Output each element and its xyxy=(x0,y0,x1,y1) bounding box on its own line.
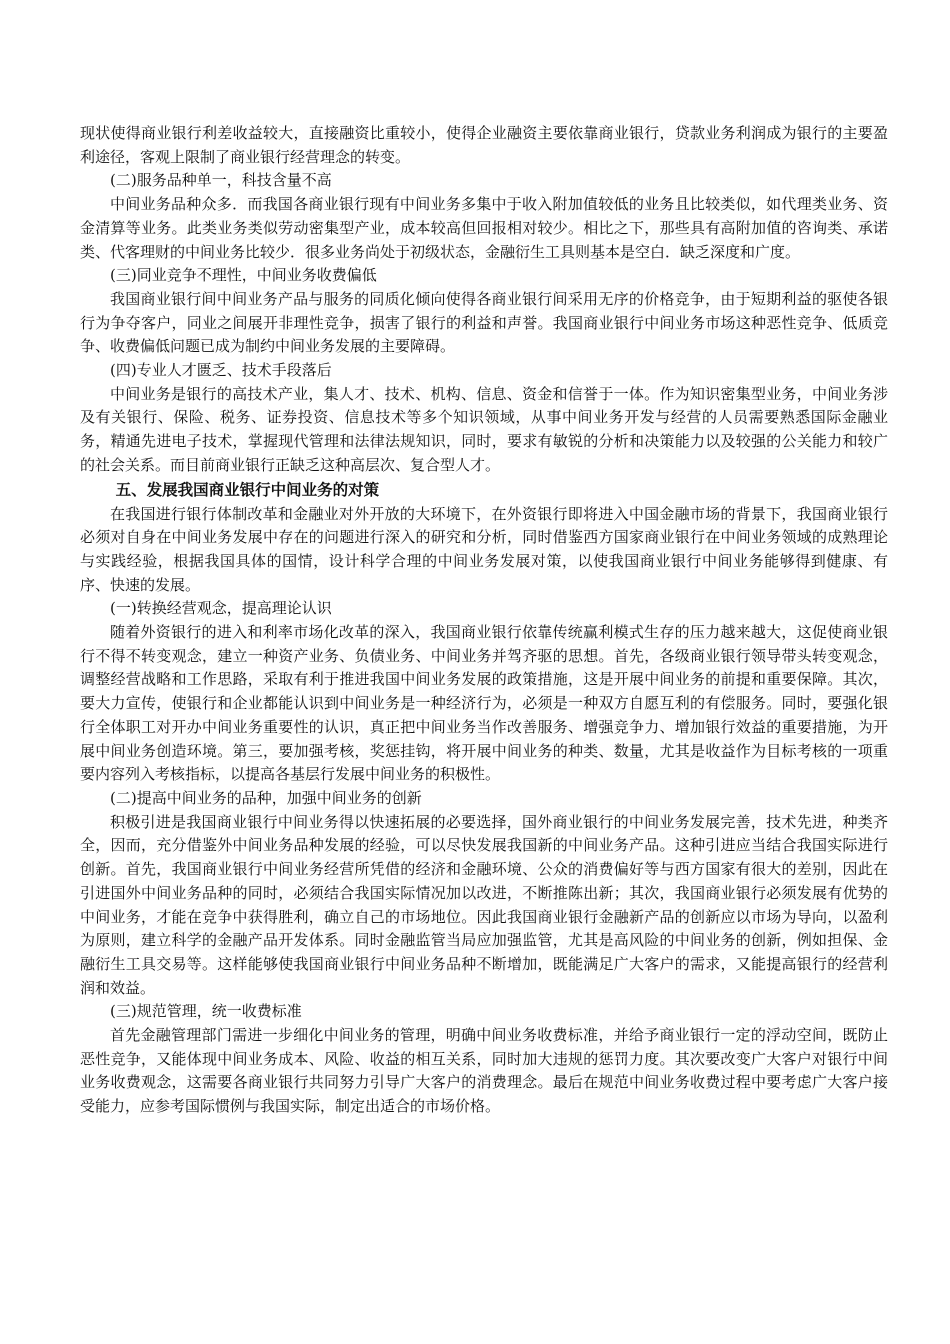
paragraph-innovation: 积极引进是我国商业银行中间业务得以快速拓展的必要选择，国外商业银行的中间业务发展完善，技术先进，种类齐全，因而，充分借鉴外中间业务品种发展的经验，可以尽快发展我国新的中间业务产品。这种引进应当结合我国实际进行创新。首先，我国商业银行中间业务经营所凭借的经济和金融环境、公众的消费偏好等与西方国家有很大的差别，因此在引进国外中间业务品种的同时，必须结合我国实际情况加以改进，不断推陈出新；其次，我国商业银行必须发展有优势的中间业务，才能在竞争中获得胜利，确立自己的市场地位。因此我国商业银行金融新产品的创新应以市场为导向，以盈利为原则，建立科学的金融产品开发体系。同时金融监管当局应加强监管，尤其是高风险的中间业务的创新，例如担保、金融衍生工具交易等。这样能够使我国商业银行中间业务品种不断增加，既能满足广大客户的需求，又能提高银行的经营利润和效益。 xyxy=(80,812,888,997)
paragraph-service-variety: 中间业务品种众多．而我国各商业银行现有中间业务多集中于收入附加值较低的业务且比较类似，如代理类业务、资金清算等业务。此类业务类似劳动密集型产业，成本较高但回报相对较少。相比之下，那些具有高附加值的咨询类、承诺类、代客理财的中间业务比较少．很多业务尚处于初级状态，金融衍生工具则基本是空白．缺乏深度和广度。 xyxy=(80,195,888,261)
paragraph-countermeasures-intro: 在我国进行银行体制改革和金融业对外开放的大环境下，在外资银行即将进入中国金融市场的背景下，我国商业银行必须对自身在中间业务发展中存在的问题进行深入的研究和分析，同时借鉴西方国家商业银行在中间业务领域的成熟理论与实践经验，根据我国具体的国情，设计科学合理的中间业务发展对策，以使我国商业银行中间业务能够得到健康、有序、快速的发展。 xyxy=(80,504,888,594)
paragraph-talent-shortage: 中间业务是银行的高技术产业，集人才、技术、机构、信息、资金和信誉于一体。作为知识密集型业务，中间业务涉及有关银行、保险、税务、证券投资、信息技术等多个知识领域，从事中间业务开发与经营的人员需要熟悉国际金融业务，精通先进电子技术，掌握现代管理和法律法规知识，同时，要求有敏锐的分析和决策能力以及较强的公关能力和较广的社会关系。而目前商业银行正缺乏这种高层次、复合型人才。 xyxy=(80,384,888,474)
paragraph-irrational-competition: 我国商业银行间中间业务产品与服务的同质化倾向使得各商业银行间采用无序的价格竞争，由于短期利益的驱使各银行为争夺客户，同业之间展开非理性竞争，损害了银行的利益和声誉。我国商业银行中间业务市场这种恶性竞争、低质竞争、收费偏低问题已成为制约中间业务发展的主要障碍。 xyxy=(80,289,888,356)
subheading-innovation: (二)提高中间业务的品种，加强中间业务的创新 xyxy=(110,788,422,807)
section-title-countermeasures: 五、发展我国商业银行中间业务的对策 xyxy=(115,480,380,499)
paragraph-intro-continuation: 现状使得商业银行利差收益较大，直接融资比重较小，使得企业融资主要依靠商业银行，贷款业务利润成为银行的主要盈利途径，客观上限制了商业银行经营理念的转变。 xyxy=(80,124,888,166)
paragraph-change-concept: 随着外资银行的进入和利率市场化改革的深入，我国商业银行依靠传统赢利模式生存的压力越来越大，这促使商业银行不得不转变观念，建立一种资产业务、负债业务、中间业务并驾齐驱的思想。首先，各级商业银行领导带头转变观念，调整经营战略和工作思路，采取有利于推进我国中间业务发展的政策措施，这是开展中间业务的前提和重要保障。其次，要大力宣传，使银行和企业都能认识到中间业务是一种经济行为，必须是一种双方自愿互利的有偿服务。同时，要强化银行全体职工对开办中间业务重要性的认识，真正把中间业务当作改善服务、增强竞争力、增加银行效益的重要措施，为开展中间业务创造环境。第三，要加强考核，奖惩挂钩，将开展中间业务的种类、数量，尤其是收益作为目标考核的一项重要内容列入考核指标，以提高各基层行发展中间业务的积极性。 xyxy=(80,623,888,784)
document-page xyxy=(80,122,888,1119)
paragraph-fee-standard: 首先金融管理部门需进一步细化中间业务的管理，明确中间业务收费标准，并给予商业银行一定的浮动空间，既防止恶性竞争，又能体现中间业务成本、风险、收益的相互关系，同时加大违规的惩罚力度。其次要改变广大客户对银行中间业务收费观念，这需要各商业银行共同努力引导广大客户的消费理念。最后在规范中间业务收费过程中要考虑广大客户接受能力，应参考国际惯例与我国实际，制定出适合的市场价格。 xyxy=(80,1026,888,1116)
subheading-fee-standard: (三)规范管理，统一收费标准 xyxy=(110,1002,302,1021)
subheading-irrational-competition: (三)同业竞争不理性，中间业务收费偏低 xyxy=(110,266,377,285)
subheading-change-concept: (一)转换经营观念，提高理论认识 xyxy=(110,599,332,618)
subheading-talent-shortage: (四)专业人才匮乏、技术手段落后 xyxy=(110,361,332,380)
subheading-service-variety: (二)服务品种单一，科技含量不高 xyxy=(110,171,332,190)
